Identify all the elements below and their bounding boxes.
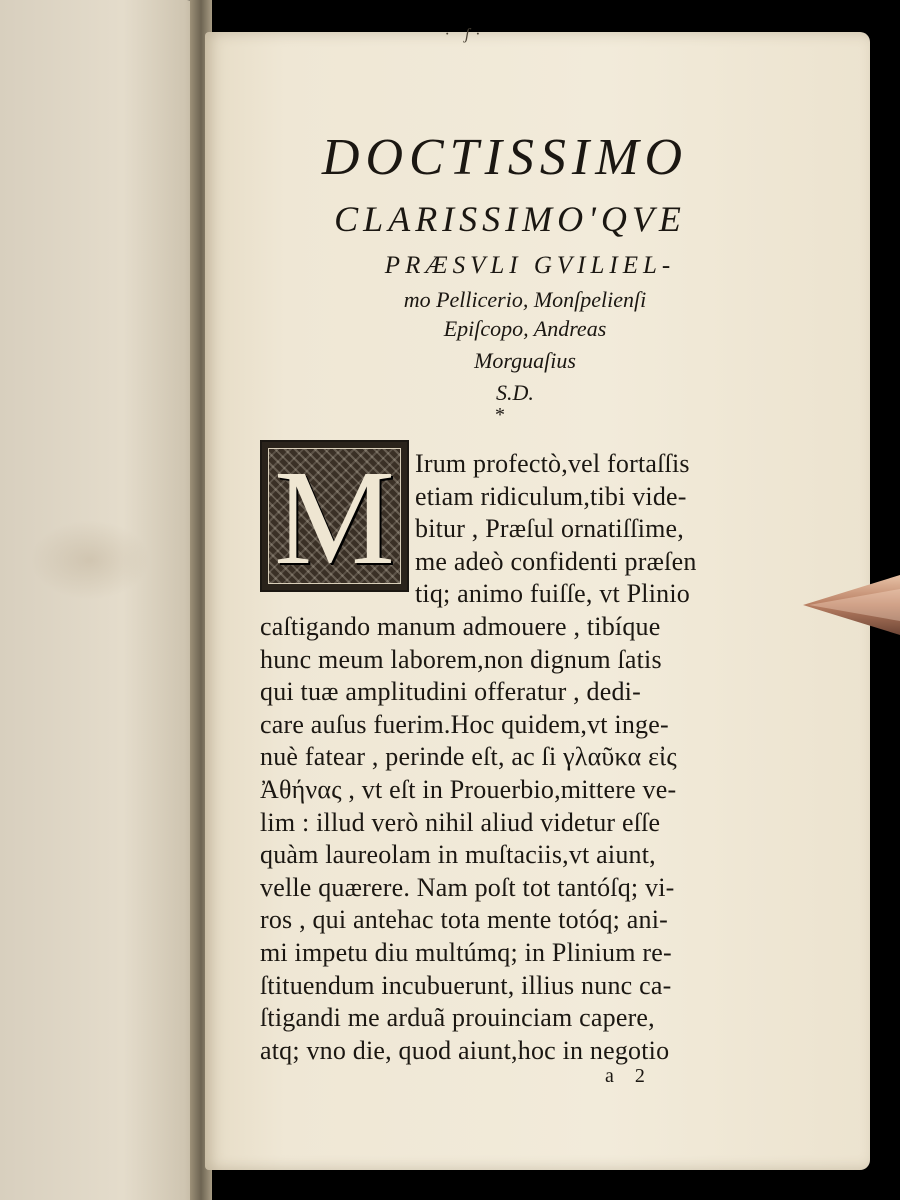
heading-line-1: DOCTISSIMO (321, 129, 689, 186)
heading-line-2: CLARISSIMO'QVE (334, 199, 686, 239)
body-line: Ἀθήνας , vt eſt in Prouerbio,mittere ve- (260, 775, 677, 804)
body-line: ros , qui antehac tota mente totóq; ani- (260, 905, 668, 935)
body-line: ſtituendum incubuerunt, illius nunc ca- (260, 970, 672, 1000)
body-line: caſtigando manum admouere , tibíque (260, 612, 661, 641)
body-line: care auſus fuerim.Hoc quidem,vt inge- (260, 709, 669, 739)
body-line: quàm laureolam in muſtaciis,vt aiunt, (260, 840, 656, 870)
initial-letter: M (274, 443, 395, 592)
signature-mark: a 2 (605, 1065, 653, 1087)
body-line: bitur , Præſul ornatiſſime, (415, 514, 684, 544)
heading-line-4: mo Pellicerio, Monſpelienſi (403, 287, 647, 312)
heading-line-3: PRÆSVLI GVILIEL- (384, 252, 676, 279)
show-through-stain (30, 520, 150, 600)
body-line: etiam ridiculum,tibi vide- (415, 481, 687, 511)
star-ornament: * (495, 404, 505, 426)
body-line: Irum profectò,vel fortaſſis (415, 449, 690, 478)
body-line: ſtigandi me arduã prouinciam capere, (260, 1003, 655, 1033)
body-line: velle quærere. Nam poſt tot tantóſq; vi- (260, 872, 675, 902)
body-line: mi impetu diu multúmq; in Plinium re- (260, 938, 672, 967)
page-content (205, 26, 870, 1170)
body-line: nuè fatear , perinde eſt, ac ſi γλαῦκα εἰς (260, 742, 677, 772)
body-line: lim : illud verò nihil aliud videtur eſſe (260, 807, 661, 837)
body-line: qui tuæ amplitudini offeratur , dedi- (260, 677, 641, 707)
left-page (0, 0, 205, 1200)
heading-line-7: S.D. (496, 380, 534, 405)
top-mark: · ʃ· (445, 26, 486, 43)
body-line: tiq; animo fuiſſe, vt Plinio (415, 579, 690, 609)
heading-line-5: Epiſcopo, Andreas (443, 316, 607, 341)
bookmark-tab (803, 575, 900, 635)
heading-line-6: Morguaſius (474, 348, 576, 373)
body-line: me adeò confidenti præſen (415, 546, 697, 576)
body-line: hunc meum laborem,non dignum ſatis (260, 644, 662, 674)
body-line: atq; vno die, quod aiunt,hoc in negotio (260, 1035, 670, 1065)
right-page (205, 26, 870, 1170)
decorated-initial (260, 440, 409, 592)
